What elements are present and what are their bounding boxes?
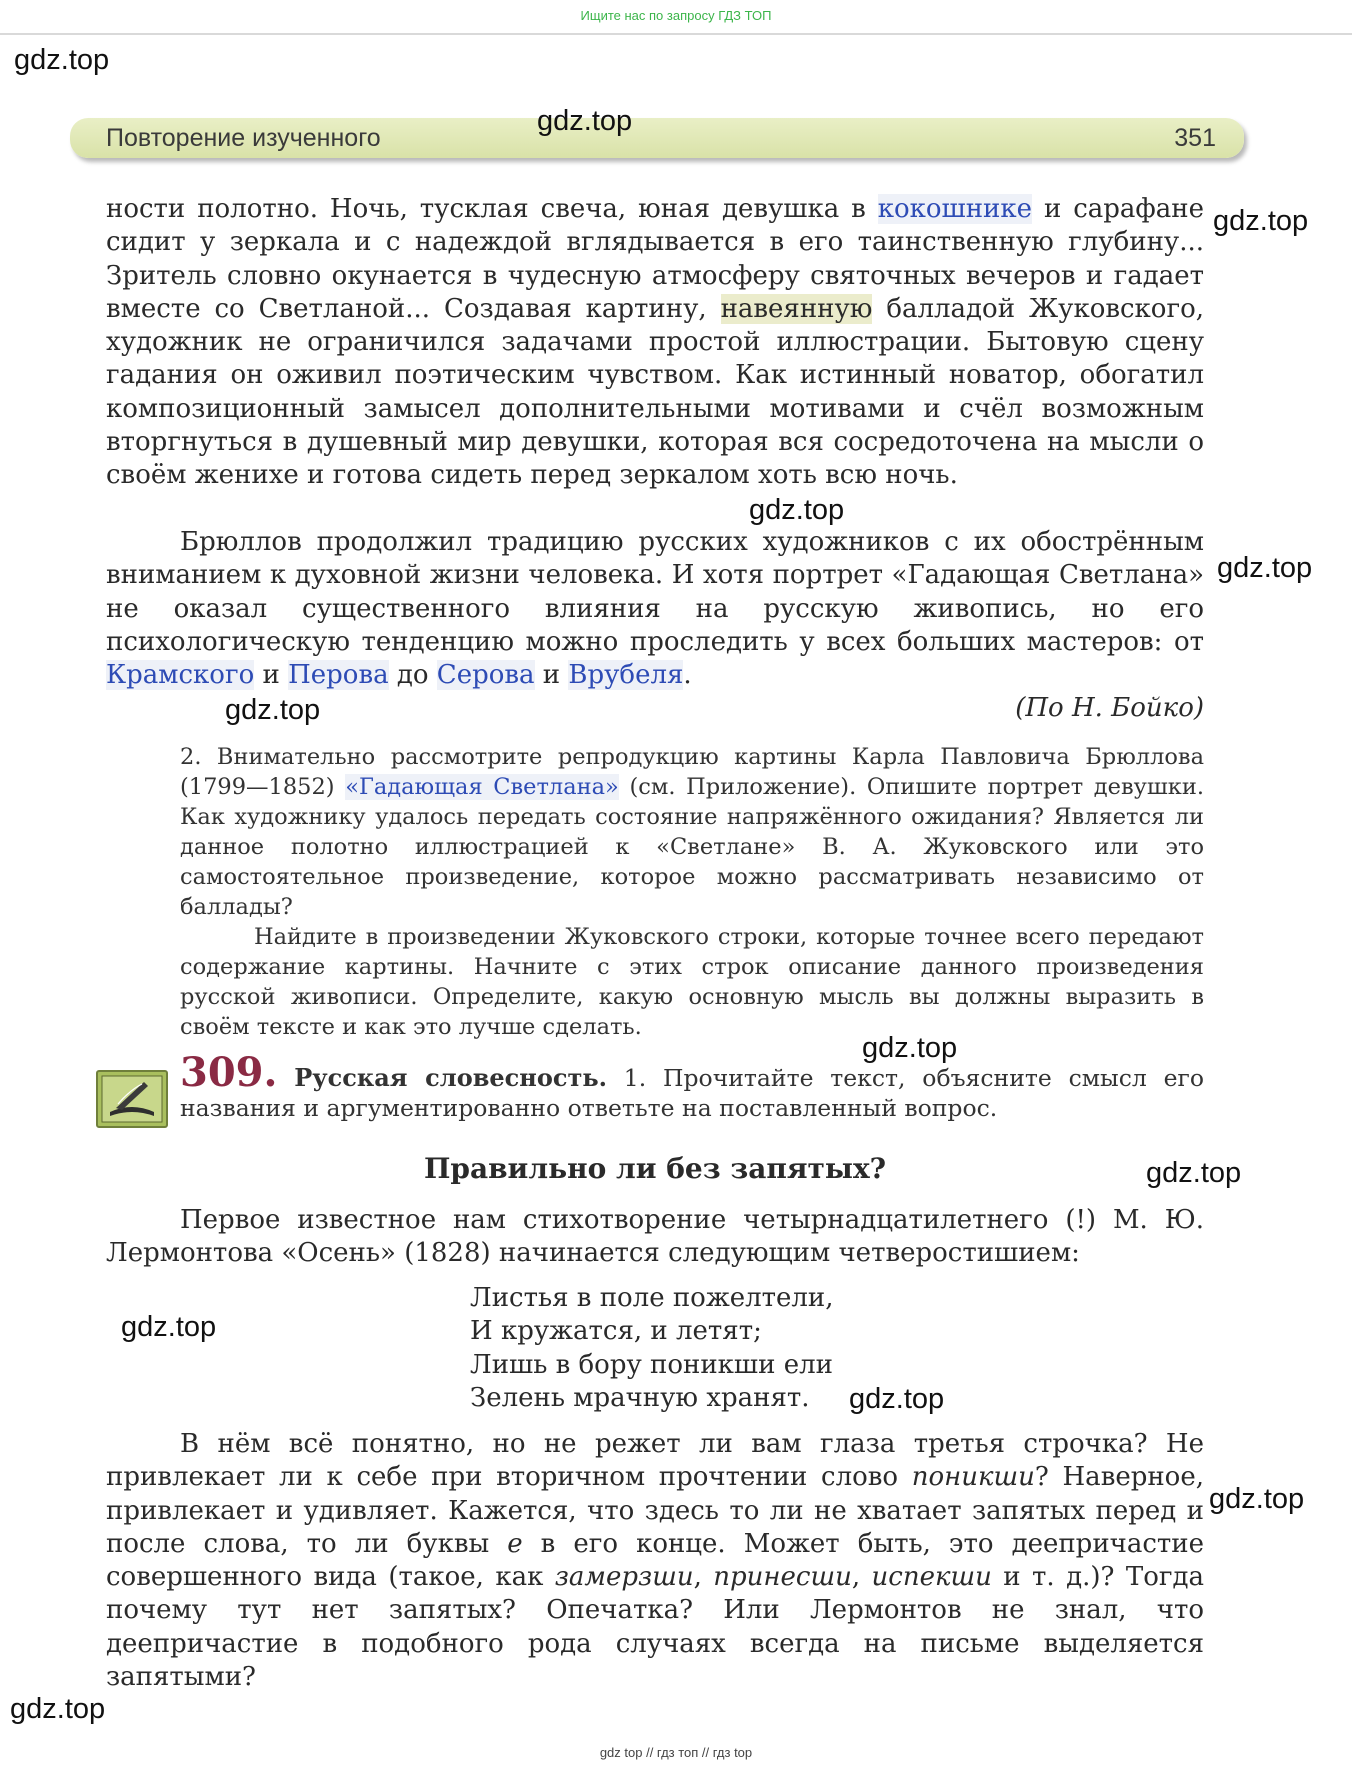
watermark: gdz.top [537, 105, 633, 137]
page-header [70, 118, 1244, 158]
top-banner: Ищите нас по запросу ГДЗ ТОП [580, 8, 772, 23]
watermark: gdz.top [749, 494, 845, 526]
intro-paragraph: Первое известное нам стихотворение четырнадцатилетнего (!) М. Ю. Лермонтова «Осень» (1828) начинается следующим четверостишием: [106, 1205, 1204, 1269]
link-serov[interactable]: Серова [436, 660, 535, 691]
exercise-label: Русская словесность. [294, 1063, 607, 1092]
footer-links: gdz top // гдз топ // гдз top [599, 1745, 753, 1760]
watermark: gdz.top [1209, 1483, 1305, 1515]
exercise-309 [180, 1049, 1204, 1123]
watermark: gdz.top [1213, 205, 1309, 237]
watermark: gdz.top [225, 694, 321, 726]
highlighted-word: навеянную [720, 293, 873, 324]
link-vrubel[interactable]: Врубеля [568, 660, 684, 691]
paragraph-2: Брюллов продолжил традицию русских художников с их обострённым вниманием к духовной жизни человека. И хотя портрет «Гадающая Светлана» не оказал существенного влияния на русскую живопись, но его психологическую тенденцию можно проследить у всех больших мастеров: от Крамского и Перова до Серова и Врубеля. (По Н. Бойко) [106, 526, 1204, 726]
task-2: 2. Внимательно рассмотрите репродукцию картины Карла Павловича Брюллова (1799—1852) «Гадающая Светлана» (см. Приложение). Опишите портрет девушки. Как художнику удалось передать состояние напряжённого ожидания? Является ли данное полотно иллюстрацией к «Светлане» В. А. Жуковского или это самостоятельное произведение, которое можно рассматривать независимо от баллады? Найдите в произведении Жуковского строки, которые точнее всего передают содержание картины. Начните с этих строк описание данного произведения русской живописи. Определите, какую основную мысль вы должны выразить в своём тексте и как это лучше сделать. [180, 744, 1204, 1040]
glossary-link-kokoshnik[interactable]: кокошнике [877, 194, 1033, 224]
paragraph-1: ности полотно. Ночь, тусклая свеча, юная девушка в кокошнике и сарафане сидит у зеркала и с надеждой вглядывается в его таинственную глубину... Зритель словно окунается в чудесную атмосферу святочных вечеров и гадает вместе со Светланой... Создавая картину, навеянную балладой Жуковского, художник не ограничился задачами простой иллюстрации. Бытовую сцену гадания он оживил поэтическим чувством. Как истинный новатор, обогатил композиционный замысел дополнительными мотивами и счёл возможным вторгнуться в душевный мир девушки, которая вся сосредоточена на мысли о своём женихе и готова сидеть перед зеркалом хоть всю ночь. [106, 194, 1205, 491]
watermark: gdz.top [849, 1383, 945, 1415]
section-title: Повторение изученного [106, 124, 381, 152]
top-divider [0, 33, 1352, 35]
poem-line: И кружатся, и летят; [470, 1316, 762, 1347]
link-painting[interactable]: «Гадающая Светлана» [345, 774, 619, 800]
attribution: (По Н. Бойко) [1015, 693, 1204, 724]
watermark: gdz.top [14, 44, 110, 76]
watermark: gdz.top [1146, 1157, 1242, 1189]
literature-book-icon [96, 1070, 168, 1128]
watermark: gdz.top [10, 1693, 106, 1725]
link-kramskoy[interactable]: Крамского [106, 660, 255, 691]
poem-line: Зелень мрачную хранят. [470, 1382, 810, 1413]
poem-line: Листья в поле пожелтели, [470, 1283, 834, 1313]
poem [470, 1282, 834, 1415]
link-perov[interactable]: Перова [288, 660, 389, 691]
poem-line: Лишь в бору поникши ели [470, 1349, 833, 1380]
exercise-number: 309. [180, 1049, 278, 1096]
watermark: gdz.top [862, 1032, 958, 1064]
paragraph-3: В нём всё понятно, но не режет ли вам глаза третья строчка? Не привлекает ли к себе при вторичном прочтении слово поникши? Наверное, привлекает и удивляет. Кажется, что здесь то ли не хватает запятых перед и после слова, то ли буквы е в его конце. Может быть, это деепричастие совершенного вида (такое, как замерзши, принесши, испекши и т. д.)? Тогда почему тут нет запятых? Опечатка? Или Лермонтов не знал, что деепричастие в подобного рода случаях всегда на письме выделяется запятыми? [106, 1429, 1205, 1693]
page-number: 351 [1174, 124, 1216, 152]
watermark: gdz.top [1217, 552, 1313, 584]
text-heading: Правильно ли без запятых? [423, 1152, 887, 1185]
watermark: gdz.top [121, 1311, 217, 1343]
exercise-instructions: 1. Прочитайте текст, объясните смысл его названия и аргументированно ответьте на поставленный вопрос. [180, 1064, 1204, 1122]
